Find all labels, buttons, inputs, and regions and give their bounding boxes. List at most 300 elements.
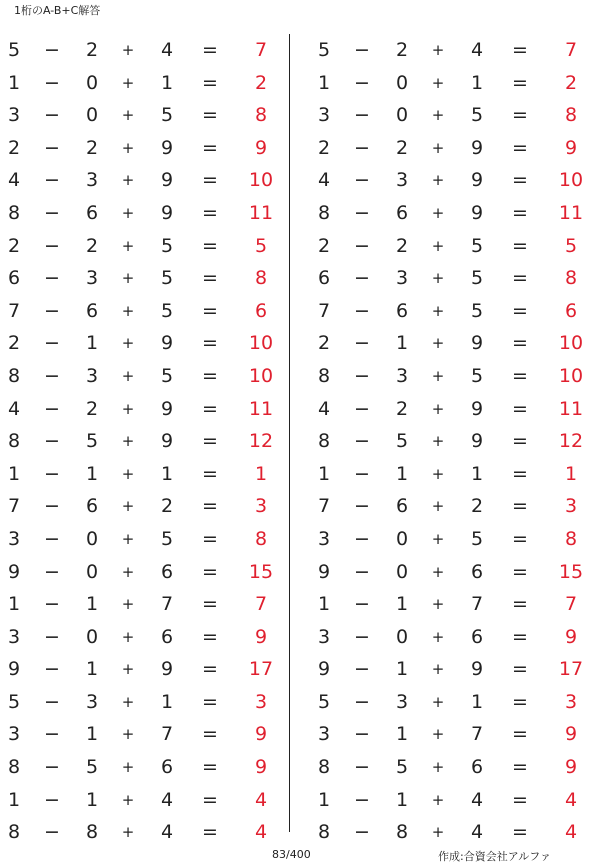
operand-b: 3: [395, 267, 409, 290]
operand-c: 9: [470, 332, 484, 355]
operand-a: 1: [7, 462, 21, 485]
answer: 11: [248, 201, 274, 224]
operand-a: 1: [317, 788, 331, 811]
answer: 1: [564, 462, 578, 485]
operand-c: 9: [160, 169, 174, 192]
problem-row: [0, 556, 290, 589]
problem-row: [310, 164, 600, 197]
equals-sign: =: [512, 788, 528, 811]
equals-sign: =: [512, 299, 528, 322]
plus-sign: +: [121, 660, 135, 679]
minus-sign: −: [44, 364, 60, 387]
minus-sign: −: [354, 39, 370, 61]
equals-sign: =: [512, 267, 528, 290]
answer: 4: [254, 821, 268, 844]
plus-sign: +: [431, 562, 445, 581]
operand-b: 5: [85, 756, 99, 779]
operand-a: 2: [317, 136, 331, 159]
minus-sign: −: [354, 71, 370, 94]
problem-row: [0, 230, 290, 263]
answer: 7: [564, 39, 578, 61]
answer: 9: [254, 625, 268, 648]
problem-row: [0, 67, 290, 100]
operand-b: 6: [85, 495, 99, 518]
equals-sign: =: [512, 690, 528, 713]
answer: 7: [254, 593, 268, 616]
problem-row: [310, 425, 600, 458]
problem-row: [310, 327, 600, 360]
equals-sign: =: [202, 430, 218, 453]
equals-sign: =: [202, 690, 218, 713]
page-title: 1桁のA-B+C解答: [14, 4, 101, 17]
operand-a: 8: [317, 821, 331, 844]
operand-c: 5: [470, 104, 484, 127]
minus-sign: −: [354, 527, 370, 550]
equals-sign: =: [512, 201, 528, 224]
problem-row: [310, 523, 600, 556]
plus-sign: +: [121, 627, 135, 646]
answer: 11: [558, 397, 584, 420]
minus-sign: −: [44, 560, 60, 583]
minus-sign: −: [354, 332, 370, 355]
plus-sign: +: [121, 823, 135, 842]
problem-row: [310, 458, 600, 491]
operand-a: 8: [7, 821, 21, 844]
operand-b: 1: [85, 593, 99, 616]
answer: 15: [558, 560, 584, 583]
equals-sign: =: [512, 364, 528, 387]
plus-sign: +: [121, 366, 135, 385]
operand-a: 2: [7, 234, 21, 257]
operand-a: 8: [7, 430, 21, 453]
plus-sign: +: [121, 269, 135, 288]
plus-sign: +: [431, 41, 445, 59]
operand-c: 9: [160, 201, 174, 224]
operand-c: 5: [160, 267, 174, 290]
operand-a: 7: [317, 495, 331, 518]
plus-sign: +: [121, 790, 135, 809]
answer: 8: [254, 104, 268, 127]
minus-sign: −: [44, 462, 60, 485]
problem-row: [0, 132, 290, 165]
plus-sign: +: [121, 334, 135, 353]
plus-sign: +: [431, 497, 445, 516]
equals-sign: =: [202, 821, 218, 844]
operand-c: 2: [470, 495, 484, 518]
problem-row: [0, 295, 290, 328]
operand-b: 6: [395, 495, 409, 518]
operand-a: 8: [317, 430, 331, 453]
equals-sign: =: [512, 430, 528, 453]
operand-a: 8: [7, 756, 21, 779]
problem-row: [310, 132, 600, 165]
operand-b: 1: [395, 658, 409, 681]
minus-sign: −: [44, 430, 60, 453]
operand-b: 8: [395, 821, 409, 844]
answer: 11: [558, 201, 584, 224]
equals-sign: =: [202, 625, 218, 648]
problem-row: [0, 523, 290, 556]
operand-b: 6: [395, 201, 409, 224]
operand-c: 1: [160, 71, 174, 94]
problem-row: [310, 197, 600, 230]
equals-sign: =: [512, 71, 528, 94]
minus-sign: −: [44, 267, 60, 290]
answer: 9: [564, 136, 578, 159]
problem-row: [0, 621, 290, 654]
operand-c: 5: [470, 234, 484, 257]
operand-a: 1: [317, 462, 331, 485]
operand-b: 0: [85, 560, 99, 583]
operand-b: 2: [85, 39, 99, 61]
operand-c: 6: [160, 625, 174, 648]
problem-row: [310, 588, 600, 621]
minus-sign: −: [44, 136, 60, 159]
operand-c: 5: [160, 104, 174, 127]
operand-c: 4: [160, 39, 174, 61]
answer: 9: [254, 756, 268, 779]
problem-row: [310, 67, 600, 100]
author-credit: 作成:合資会社アルファ: [438, 850, 552, 863]
operand-b: 1: [395, 723, 409, 746]
operand-a: 4: [317, 397, 331, 420]
minus-sign: −: [44, 299, 60, 322]
equals-sign: =: [512, 332, 528, 355]
minus-sign: −: [354, 821, 370, 844]
plus-sign: +: [121, 106, 135, 125]
plus-sign: +: [431, 73, 445, 92]
problem-row: [0, 360, 290, 393]
minus-sign: −: [44, 495, 60, 518]
problem-row: [310, 718, 600, 751]
operand-c: 9: [160, 397, 174, 420]
equals-sign: =: [512, 39, 528, 61]
operand-c: 1: [470, 71, 484, 94]
problem-row: [310, 816, 600, 849]
problem-row: [0, 197, 290, 230]
answer: 2: [254, 71, 268, 94]
operand-c: 5: [160, 299, 174, 322]
operand-b: 0: [85, 104, 99, 127]
operand-b: 0: [395, 104, 409, 127]
operand-a: 9: [317, 560, 331, 583]
operand-a: 8: [7, 364, 21, 387]
equals-sign: =: [202, 462, 218, 485]
plus-sign: +: [431, 692, 445, 711]
operand-b: 5: [85, 430, 99, 453]
operand-a: 3: [7, 527, 21, 550]
equals-sign: =: [202, 71, 218, 94]
plus-sign: +: [431, 236, 445, 255]
operand-c: 5: [470, 267, 484, 290]
plus-sign: +: [121, 399, 135, 418]
equals-sign: =: [512, 495, 528, 518]
operand-b: 5: [395, 430, 409, 453]
operand-a: 3: [317, 527, 331, 550]
plus-sign: +: [121, 497, 135, 516]
problem-row: [310, 99, 600, 132]
equals-sign: =: [202, 723, 218, 746]
problem-row: [310, 295, 600, 328]
problem-row: [310, 751, 600, 784]
operand-b: 3: [85, 267, 99, 290]
plus-sign: +: [121, 464, 135, 483]
minus-sign: −: [354, 267, 370, 290]
operand-b: 2: [85, 136, 99, 159]
operand-b: 1: [395, 788, 409, 811]
operand-b: 3: [395, 169, 409, 192]
operand-b: 2: [395, 234, 409, 257]
equals-sign: =: [512, 527, 528, 550]
problem-row: [0, 653, 290, 686]
answer: 17: [248, 658, 274, 681]
answer: 8: [254, 527, 268, 550]
answer: 7: [564, 593, 578, 616]
plus-sign: +: [431, 203, 445, 222]
operand-b: 1: [85, 332, 99, 355]
plus-sign: +: [121, 41, 135, 59]
answer: 9: [254, 136, 268, 159]
answer: 2: [564, 71, 578, 94]
operand-a: 8: [317, 756, 331, 779]
answer: 8: [564, 527, 578, 550]
answer: 7: [254, 39, 268, 61]
problem-row: [0, 425, 290, 458]
equals-sign: =: [512, 658, 528, 681]
operand-c: 4: [160, 821, 174, 844]
operand-b: 2: [395, 136, 409, 159]
problem-row: [310, 686, 600, 719]
operand-a: 8: [317, 201, 331, 224]
operand-a: 2: [317, 332, 331, 355]
minus-sign: −: [354, 788, 370, 811]
problem-row: [310, 784, 600, 817]
problem-row: [310, 556, 600, 589]
plus-sign: +: [121, 171, 135, 190]
plus-sign: +: [431, 790, 445, 809]
minus-sign: −: [44, 756, 60, 779]
plus-sign: +: [121, 203, 135, 222]
equals-sign: =: [202, 658, 218, 681]
answer: 17: [558, 658, 584, 681]
operand-a: 7: [7, 299, 21, 322]
equals-sign: =: [202, 201, 218, 224]
operand-c: 7: [160, 723, 174, 746]
equals-sign: =: [512, 593, 528, 616]
operand-c: 7: [470, 723, 484, 746]
equals-sign: =: [202, 593, 218, 616]
operand-a: 3: [7, 104, 21, 127]
minus-sign: −: [44, 690, 60, 713]
plus-sign: +: [121, 725, 135, 744]
answer: 3: [564, 690, 578, 713]
answer: 3: [564, 495, 578, 518]
operand-a: 1: [7, 593, 21, 616]
equals-sign: =: [512, 560, 528, 583]
equals-sign: =: [512, 234, 528, 257]
answer: 12: [248, 430, 274, 453]
answer: 11: [248, 397, 274, 420]
minus-sign: −: [44, 658, 60, 681]
minus-sign: −: [44, 332, 60, 355]
operand-b: 3: [85, 364, 99, 387]
operand-a: 4: [7, 397, 21, 420]
equals-sign: =: [202, 364, 218, 387]
operand-c: 4: [470, 821, 484, 844]
operand-b: 6: [395, 299, 409, 322]
page-number: 83/400: [272, 848, 311, 861]
operand-c: 9: [470, 397, 484, 420]
answer: 8: [564, 267, 578, 290]
plus-sign: +: [121, 236, 135, 255]
plus-sign: +: [431, 725, 445, 744]
problem-row: [310, 490, 600, 523]
answer: 10: [558, 332, 584, 355]
operand-a: 9: [7, 658, 21, 681]
operand-a: 4: [7, 169, 21, 192]
minus-sign: −: [354, 169, 370, 192]
answer: 8: [254, 267, 268, 290]
operand-c: 9: [160, 430, 174, 453]
operand-b: 3: [85, 169, 99, 192]
problem-row: [0, 99, 290, 132]
plus-sign: +: [431, 366, 445, 385]
answer: 9: [254, 723, 268, 746]
operand-b: 1: [395, 593, 409, 616]
operand-b: 6: [85, 299, 99, 322]
operand-c: 5: [470, 299, 484, 322]
answer: 5: [564, 234, 578, 257]
operand-b: 0: [395, 527, 409, 550]
equals-sign: =: [202, 169, 218, 192]
minus-sign: −: [354, 364, 370, 387]
minus-sign: −: [354, 462, 370, 485]
operand-c: 1: [470, 690, 484, 713]
minus-sign: −: [44, 821, 60, 844]
operand-c: 6: [470, 625, 484, 648]
minus-sign: −: [354, 397, 370, 420]
operand-a: 7: [317, 299, 331, 322]
plus-sign: +: [431, 595, 445, 614]
answer: 10: [248, 169, 274, 192]
operand-b: 1: [85, 658, 99, 681]
answer: 6: [254, 299, 268, 322]
minus-sign: −: [44, 234, 60, 257]
operand-a: 9: [7, 560, 21, 583]
minus-sign: −: [44, 104, 60, 127]
minus-sign: −: [354, 234, 370, 257]
plus-sign: +: [121, 432, 135, 451]
operand-a: 3: [7, 625, 21, 648]
problem-row: [0, 393, 290, 426]
equals-sign: =: [512, 625, 528, 648]
minus-sign: −: [354, 625, 370, 648]
answer: 12: [558, 430, 584, 453]
problem-row: [0, 588, 290, 621]
minus-sign: −: [44, 71, 60, 94]
answer: 4: [564, 788, 578, 811]
operand-c: 9: [470, 658, 484, 681]
plus-sign: +: [121, 138, 135, 157]
operand-b: 1: [85, 723, 99, 746]
plus-sign: +: [431, 432, 445, 451]
operand-b: 6: [85, 201, 99, 224]
problem-row: [310, 360, 600, 393]
operand-b: 0: [395, 71, 409, 94]
problem-row: [0, 751, 290, 784]
operand-c: 9: [470, 136, 484, 159]
minus-sign: −: [44, 723, 60, 746]
minus-sign: −: [354, 299, 370, 322]
operand-a: 1: [317, 593, 331, 616]
equals-sign: =: [202, 299, 218, 322]
equals-sign: =: [512, 756, 528, 779]
operand-a: 6: [7, 267, 21, 290]
problem-row: [0, 686, 290, 719]
plus-sign: +: [431, 399, 445, 418]
operand-c: 5: [160, 234, 174, 257]
plus-sign: +: [121, 758, 135, 777]
minus-sign: −: [44, 39, 60, 61]
minus-sign: −: [44, 625, 60, 648]
equals-sign: =: [512, 104, 528, 127]
equals-sign: =: [202, 39, 218, 61]
problem-row: [0, 327, 290, 360]
minus-sign: −: [354, 104, 370, 127]
problem-row: [0, 490, 290, 523]
equals-sign: =: [512, 136, 528, 159]
answer: 15: [248, 560, 274, 583]
equals-sign: =: [202, 332, 218, 355]
operand-b: 3: [395, 690, 409, 713]
answer: 10: [558, 169, 584, 192]
minus-sign: −: [354, 658, 370, 681]
operand-a: 6: [317, 267, 331, 290]
problem-row: [0, 34, 290, 67]
operand-c: 4: [470, 788, 484, 811]
plus-sign: +: [121, 595, 135, 614]
minus-sign: −: [354, 593, 370, 616]
operand-c: 4: [160, 788, 174, 811]
operand-c: 1: [160, 462, 174, 485]
column-divider: [289, 34, 290, 832]
answer: 10: [248, 332, 274, 355]
problem-row: [310, 621, 600, 654]
minus-sign: −: [354, 756, 370, 779]
operand-c: 6: [470, 560, 484, 583]
answer: 10: [558, 364, 584, 387]
plus-sign: +: [431, 660, 445, 679]
operand-c: 5: [470, 527, 484, 550]
operand-c: 9: [160, 136, 174, 159]
answer: 10: [248, 364, 274, 387]
operand-c: 9: [470, 430, 484, 453]
problem-column-right: [310, 34, 600, 849]
operand-b: 0: [395, 560, 409, 583]
problem-row: [310, 34, 600, 67]
minus-sign: −: [354, 690, 370, 713]
minus-sign: −: [354, 430, 370, 453]
operand-c: 1: [470, 462, 484, 485]
operand-b: 3: [85, 690, 99, 713]
operand-a: 3: [317, 723, 331, 746]
plus-sign: +: [431, 106, 445, 125]
operand-c: 6: [160, 756, 174, 779]
operand-c: 9: [160, 658, 174, 681]
problem-row: [310, 230, 600, 263]
operand-c: 1: [160, 690, 174, 713]
equals-sign: =: [512, 723, 528, 746]
